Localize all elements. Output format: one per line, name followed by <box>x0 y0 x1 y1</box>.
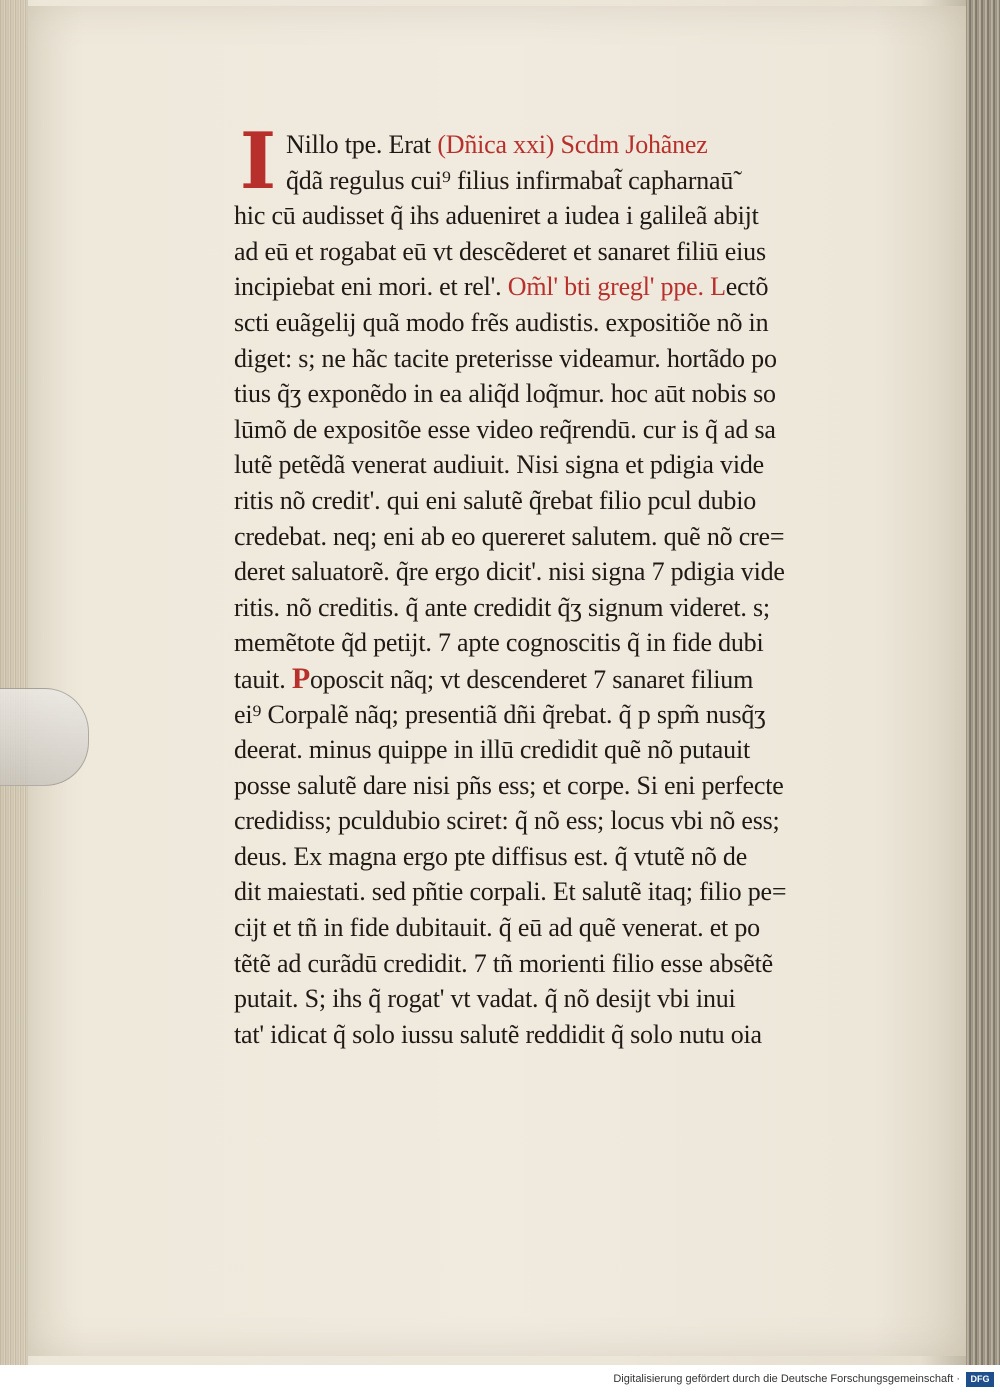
text-line: tẽtẽ ad curãdū credidit. 7 tñ morienti filio esse absẽtẽ <box>234 948 773 978</box>
text-line: credidiss; pculdubio sciret: q̃ nõ ess; locus vbi nõ ess; <box>234 806 780 836</box>
text-line: deus. Ex magna ergo pte diffisus est. q̃ vtutẽ nõ de <box>234 841 748 871</box>
text-block <box>234 116 854 1052</box>
dfg-logo-icon: DFG <box>966 1372 994 1387</box>
text-line: ritis nõ credit'. qui eni salutẽ q̃rebat filio pcul dubio <box>234 485 757 515</box>
text-line: Nillo tpe. Erat (Dñica xxi) Scdm Johãnez <box>286 130 708 159</box>
footer <box>0 1365 1000 1396</box>
text-line: ad eū et rogabat eū vt descẽderet et sanaret filiū eius <box>234 236 766 266</box>
text-line: tat' idicat q̃ solo iussu salutẽ reddidit q̃ solo nutu oia <box>234 1019 762 1049</box>
decorated-initial: I <box>239 116 277 207</box>
page-edges-left <box>0 0 28 1365</box>
text-line: diget: s; ne hãc tacite preterisse videamur. hortãdo po <box>234 343 777 373</box>
page-clip <box>0 688 89 786</box>
text-line: ritis. nõ creditis. q̃ ante credidit q̃ʒ signum videret. s; <box>234 592 770 622</box>
text-line: tauit. Poposcit nãq; vt descenderet 7 sanaret filium <box>234 661 754 695</box>
text-line: scti euãgelij quã modo frẽs audistis. expositiõe nõ in <box>234 307 769 337</box>
text-line: hic cū audisset q̃ ihs adueniret a iudea i galileã abijt <box>234 201 759 231</box>
text-line: memẽtote q̃d petijt. 7 apte cognoscitis q̃ in fide dubi <box>234 628 764 658</box>
text-line: lutẽ petẽdã venerat audiuit. Nisi signa et pdigia vide <box>234 450 764 480</box>
text-line: incipiebat eni mori. et rel'. Om̃l' bti gregl' ppe. Lectõ <box>234 272 769 302</box>
text-line: ei⁹ Corpalẽ nãq; presentiã dñi q̃rebat. q̃ p spm̃ nusq̃ʒ <box>234 699 766 729</box>
book-cover-edge <box>966 0 1000 1365</box>
text-line: deret saluatorẽ. q̃re ergo dicit'. nisi signa 7 pdigia vide <box>234 557 785 587</box>
text-line: deerat. minus quippe in illū credidit quẽ nõ putauit <box>234 735 750 765</box>
text-line: lūmõ de expositõe esse video req̃rendū. cur is q̃ ad sa <box>234 414 776 444</box>
text-line: posse salutẽ dare nisi pñs ess; et corpe. Si eni perfecte <box>234 770 784 800</box>
text-line: tius q̃ʒ exponẽdo in ea aliq̃d loq̃mur. hoc aūt nobis so <box>234 379 776 409</box>
text-line: cijt et tñ in fide dubitauit. q̃ eū ad quẽ venerat. et po <box>234 913 760 943</box>
text-line: dit maiestati. sed pñtie corpali. Et salutẽ itaq; filio pe= <box>234 877 787 907</box>
text-line: credebat. neq; eni ab eo quereret salutem. quẽ nõ cre= <box>234 521 785 551</box>
footer-credit: Digitalisierung gefördert durch die Deutsche Forschungsgemeinschaft · <box>613 1373 960 1385</box>
text-line: putait. S; ihs q̃ rogat' vt vadat. q̃ nõ desijt vbi inui <box>234 984 736 1014</box>
text-line: q̃dã regulus cui⁹ filius infirmabat̃ capharnaū̃ <box>286 165 734 195</box>
